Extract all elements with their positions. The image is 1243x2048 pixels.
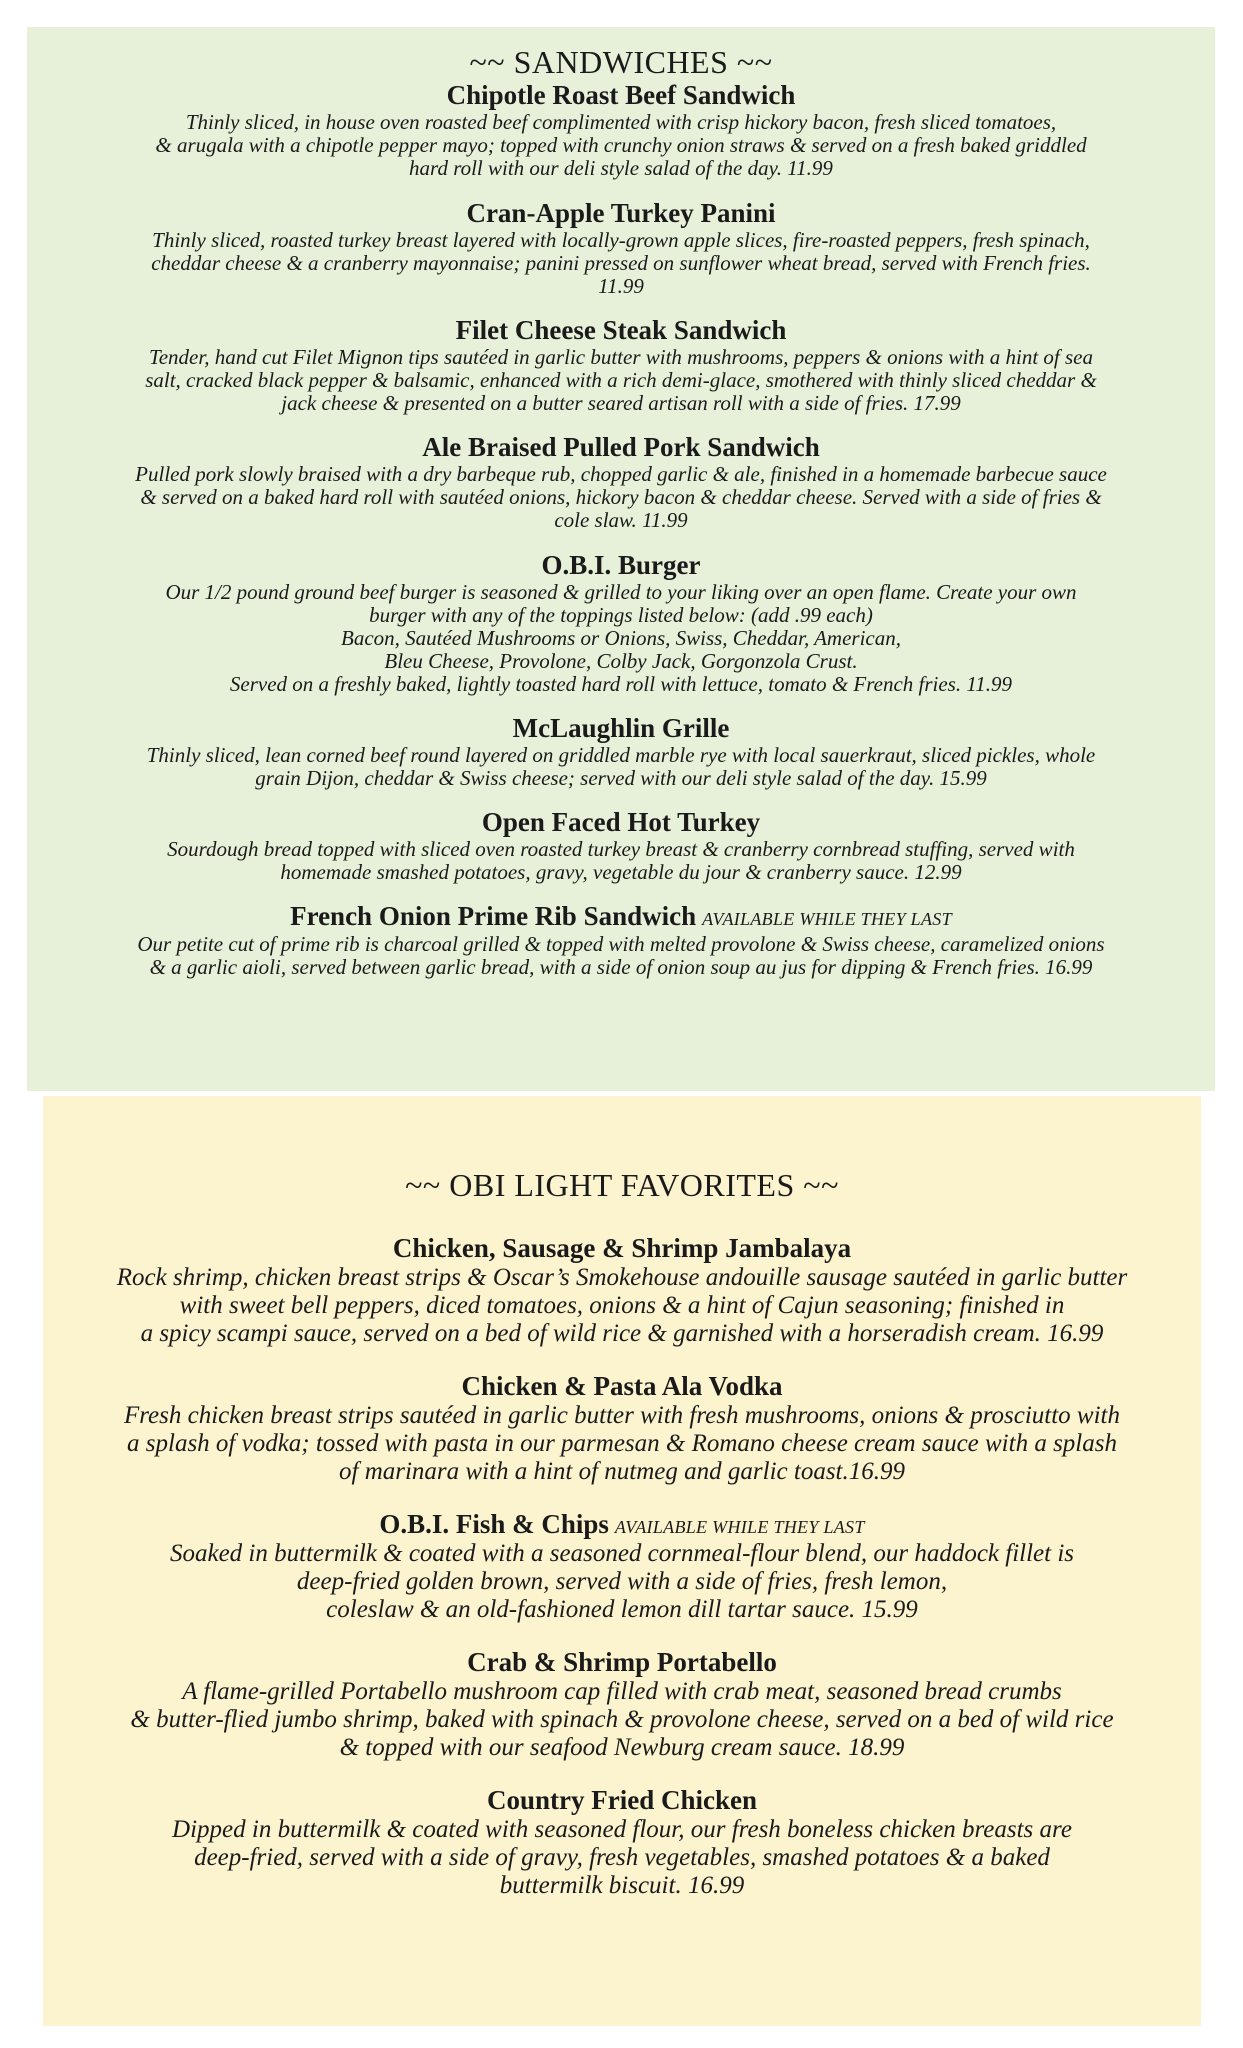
menu-item-title: Cran-Apple Turkey Panini [466, 197, 776, 228]
menu-item [57, 807, 1185, 884]
menu-item-name [67, 1785, 1177, 1816]
menu-item [67, 1647, 1177, 1762]
description-line: Served on a freshly baked, lightly toasted hard roll with lettuce, tomato & French fries. 11.99 [229, 671, 1013, 696]
description-line: cole slaw. 11.99 [554, 508, 688, 533]
menu-item-title: Ale Braised Pulled Pork Sandwich [422, 432, 820, 463]
description-line: Our 1/2 pound ground beef burger is seasoned & grilled to your liking over an open flame. Create your own [165, 579, 1077, 604]
menu-items-list [57, 80, 1185, 979]
menu-item [67, 1371, 1177, 1486]
description-line: Fresh chicken breast strips sautéed in garlic butter with fresh mushrooms, onions & prosciutto with [123, 1402, 1121, 1430]
description-line: Dipped in buttermilk & coated with seasoned flour, our fresh boneless chicken breasts are [172, 1816, 1072, 1844]
description-line: grain Dijon, cheddar & Swiss cheese; served with our deli style salad of the day. 15.99 [255, 766, 987, 791]
menu-item-name [67, 1509, 1177, 1540]
description-line: cheddar cheese & a cranberry mayonnaise; panini pressed on sunflower wheat bread, served with French fries. [151, 250, 1091, 275]
description-line: 11.99 [598, 273, 644, 298]
menu-item [67, 1509, 1177, 1624]
menu-item [67, 1785, 1177, 1900]
description-line: Thinly sliced, lean corned beef round layered on griddled marble rye with local sauerkraut, sliced pickles, whole [146, 743, 1096, 768]
description-line: homemade smashed potatoes, gravy, vegetable du jour & cranberry sauce. 12.99 [280, 860, 962, 885]
menu-item-name [57, 315, 1185, 346]
description-line: a spicy scampi sauce, served on a bed of wild rice & garnished with a horseradish cream. 16.99 [140, 1320, 1104, 1348]
section-title: ~~ SANDWICHES ~~ [469, 44, 773, 80]
menu-item-description [57, 229, 1185, 298]
description-line: with sweet bell peppers, diced tomatoes, onions & a hint of Cajun seasoning; finished in [179, 1292, 1065, 1320]
menu-item-title: Chicken, Sausage & Shrimp Jambalaya [392, 1233, 852, 1264]
menu-item-name [57, 198, 1185, 229]
description-line: & a garlic aioli, served between garlic bread, with a side of onion soup au jus for dipping & French fries. 16.99 [149, 954, 1093, 979]
menu-item [57, 432, 1185, 532]
menu-item-title: Filet Cheese Steak Sandwich [455, 314, 787, 345]
description-line: Soaked in buttermilk & coated with a seasoned cornmeal-flour blend, our haddock fillet is [169, 1540, 1075, 1568]
description-line: Our petite cut of prime rib is charcoal grilled & topped with melted provolone & Swiss cheese, caramelized onions [137, 931, 1105, 956]
menu-item [57, 550, 1185, 697]
menu-item-name [67, 1371, 1177, 1402]
menu-item-description [57, 111, 1185, 180]
description-line: Tender, hand cut Filet Mignon tips sautéed in garlic butter with mushrooms, peppers & onions with a hint of sea [148, 344, 1093, 369]
description-line: Rock shrimp, chicken breast strips & Oscar’s Smokehouse andouille sausage sautéed in garlic butter [116, 1264, 1128, 1292]
menu-item-description [57, 463, 1185, 532]
menu-item-name [67, 1233, 1177, 1264]
menu-item-name [57, 80, 1185, 111]
menu-item-description [67, 1816, 1177, 1900]
description-line: deep-fried golden brown, served with a side of fries, fresh lemon, [296, 1568, 948, 1596]
menu-item-description [57, 581, 1185, 696]
menu-item-title: Chipotle Roast Beef Sandwich [446, 80, 796, 111]
availability-note: AVAILABLE WHILE THEY LAST [702, 909, 952, 930]
menu-item-name [57, 432, 1185, 463]
menu-item-description [57, 346, 1185, 415]
description-line: a splash of vodka; tossed with pasta in our parmesan & Romano cheese cream sauce with a splash [127, 1430, 1117, 1458]
description-line: & arugala with a chipotle pepper mayo; topped with crunchy onion straws & served on a fresh baked griddled [155, 133, 1087, 158]
description-line: & butter-flied jumbo shrimp, baked with spinach & provolone cheese, served on a bed of wild rice [130, 1706, 1114, 1734]
menu-item-title: Country Fried Chicken [487, 1785, 757, 1816]
menu-item-name [57, 550, 1185, 581]
menu-item [57, 198, 1185, 298]
menu-item [57, 713, 1185, 790]
description-line: salt, cracked black pepper & balsamic, enhanced with a rich demi-glace, smothered with thinly sliced cheddar & [145, 367, 1097, 392]
menu-item-description [67, 1678, 1177, 1762]
sandwiches-section [27, 27, 1215, 1091]
description-line: Bleu Cheese, Provolone, Colby Jack, Gorgonzola Crust. [384, 648, 858, 673]
menu-item-description [67, 1264, 1177, 1348]
menu-item-title: French Onion Prime Rib Sandwich [290, 901, 697, 932]
description-line: Thinly sliced, roasted turkey breast layered with locally-grown apple slices, fire-roasted peppers, fresh spinach, [152, 227, 1090, 252]
menu-item-name [57, 807, 1185, 838]
description-line: of marinara with a hint of nutmeg and garlic toast.16.99 [339, 1458, 905, 1486]
menu-item-name [57, 901, 1185, 932]
menu-item-description [57, 933, 1185, 979]
menu-item-name [67, 1647, 1177, 1678]
menu-item-title: Chicken & Pasta Ala Vodka [461, 1371, 783, 1402]
menu-item-title: McLaughlin Grille [512, 713, 730, 744]
menu-item [57, 901, 1185, 978]
description-line: Sourdough bread topped with sliced oven roasted turkey breast & cranberry cornbread stuffing, served with [167, 837, 1075, 862]
menu-items-list [67, 1233, 1177, 1900]
light-favorites-section [43, 1096, 1201, 2026]
menu-item-description [57, 744, 1185, 790]
menu-item-title: Crab & Shrimp Portabello [467, 1647, 777, 1678]
description-line: A flame-grilled Portabello mushroom cap filled with crab meat, seasoned bread crumbs [182, 1678, 1062, 1706]
menu-item-description [67, 1402, 1177, 1486]
description-line: Bacon, Sautéed Mushrooms or Onions, Swiss, Cheddar, American, [341, 625, 901, 650]
menu-item-description [67, 1540, 1177, 1624]
description-line: burger with any of the toppings listed below: (add .99 each) [369, 602, 873, 627]
menu-item-title: O.B.I. Fish & Chips [379, 1509, 609, 1540]
menu-item-name [57, 713, 1185, 744]
description-line: coleslaw & an old-fashioned lemon dill tartar sauce. 15.99 [326, 1596, 918, 1624]
description-line: jack cheese & presented on a butter seared artisan roll with a side of fries. 17.99 [281, 391, 961, 416]
section-title: ~~ OBI LIGHT FAVORITES ~~ [405, 1167, 839, 1203]
description-line: & served on a baked hard roll with sautéed onions, hickory bacon & cheddar cheese. Served with a side of fries & [140, 485, 1102, 510]
description-line: hard roll with our deli style salad of the day. 11.99 [409, 156, 833, 181]
description-line: Pulled pork slowly braised with a dry barbeque rub, chopped garlic & ale, finished in a homemade barbecue sauce [135, 462, 1107, 487]
description-line: deep-fried, served with a side of gravy, fresh vegetables, smashed potatoes & a baked [194, 1844, 1050, 1872]
menu-item [57, 315, 1185, 415]
description-line: buttermilk biscuit. 16.99 [499, 1872, 745, 1900]
description-line: & topped with our seafood Newburg cream sauce. 18.99 [339, 1734, 905, 1762]
menu-item-title: O.B.I. Burger [541, 549, 701, 580]
menu-item [67, 1233, 1177, 1348]
availability-note: AVAILABLE WHILE THEY LAST [614, 1517, 865, 1538]
menu-item-title: Open Faced Hot Turkey [481, 807, 761, 838]
description-line: Thinly sliced, in house oven roasted beef complimented with crisp hickory bacon, fresh sliced tomatoes, [185, 110, 1057, 135]
menu-item-description [57, 838, 1185, 884]
menu-item [57, 80, 1185, 180]
